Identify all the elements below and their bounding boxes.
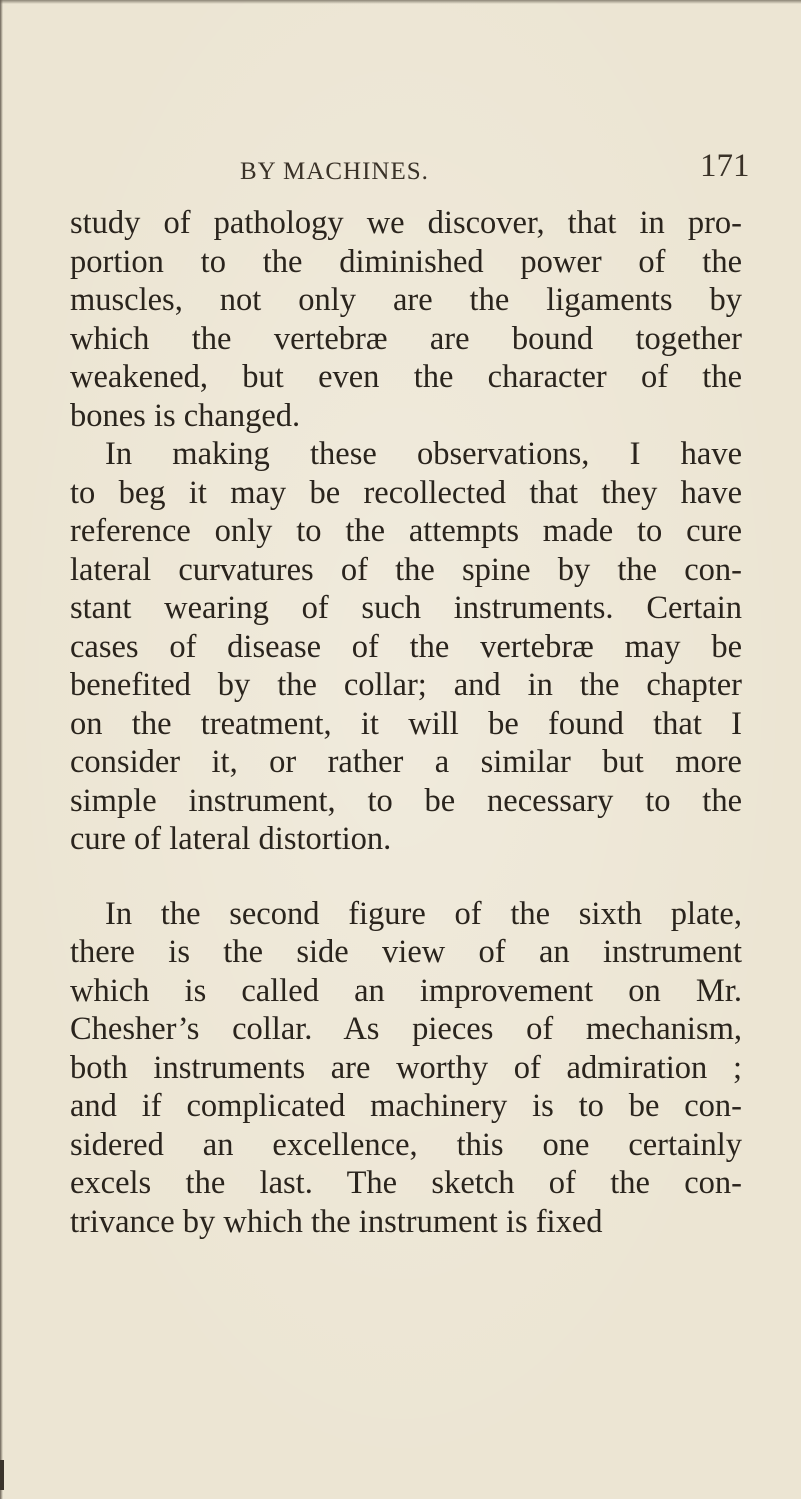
text-line: which the vertebræ are bound together	[70, 320, 742, 357]
running-head: BY MACHINES.	[240, 158, 429, 185]
text-line: muscles, not only are the ligaments by	[70, 282, 742, 318]
text-line: stant wearing of such instruments. Certain	[70, 590, 742, 626]
text-line: Chesher’s collar. As pieces of mechanism,	[70, 1011, 742, 1047]
paragraph-1	[70, 204, 742, 435]
text-line: to beg it may be recollected that they have	[70, 474, 742, 511]
text-line: excels the last. The sketch of the con-	[70, 1165, 742, 1201]
text-line: trivance by which the instrument is fixed	[70, 1203, 603, 1240]
text-line: which is called an improvement on Mr.	[70, 972, 742, 1009]
text-line: on the treatment, it will be found that I	[70, 705, 742, 742]
text-line: study of pathology we discover, that in pro-	[70, 205, 742, 241]
body-text	[70, 204, 742, 1241]
text-line: portion to the diminished power of the	[70, 243, 742, 280]
text-line: bones is changed.	[70, 397, 301, 434]
text-line: weakened, but even the character of the	[70, 359, 742, 395]
text-line: cases of disease of the vertebræ may be	[70, 628, 742, 665]
text-line: cure of lateral distortion.	[70, 821, 392, 857]
text-line: there is the side view of an instrument	[70, 934, 742, 970]
paragraph-3	[70, 895, 742, 1242]
text-line: In the second figure of the sixth plate,	[105, 895, 742, 932]
text-line: both instruments are worthy of admiration ;	[70, 1049, 742, 1086]
text-line: and if complicated machinery is to be con-	[70, 1088, 742, 1124]
text-line: sidered an excellence, this one certainly	[70, 1126, 742, 1163]
text-line: consider it, or rather a similar but more	[70, 744, 742, 780]
text-line: In making these observations, I have	[105, 436, 742, 472]
paragraph-spacer	[70, 859, 742, 895]
page-top-edge	[0, 0, 801, 4]
page-left-edge	[0, 0, 3, 1499]
binding-mark	[0, 1460, 4, 1490]
text-line: benefited by the collar; and in the chapter	[70, 667, 742, 703]
page-number: 171	[700, 148, 750, 184]
paragraph-2	[70, 435, 742, 859]
text-line: simple instrument, to be necessary to the	[70, 782, 742, 819]
text-line: lateral curvatures of the spine by the con-	[70, 551, 742, 588]
text-line: reference only to the attempts made to cure	[70, 513, 742, 549]
